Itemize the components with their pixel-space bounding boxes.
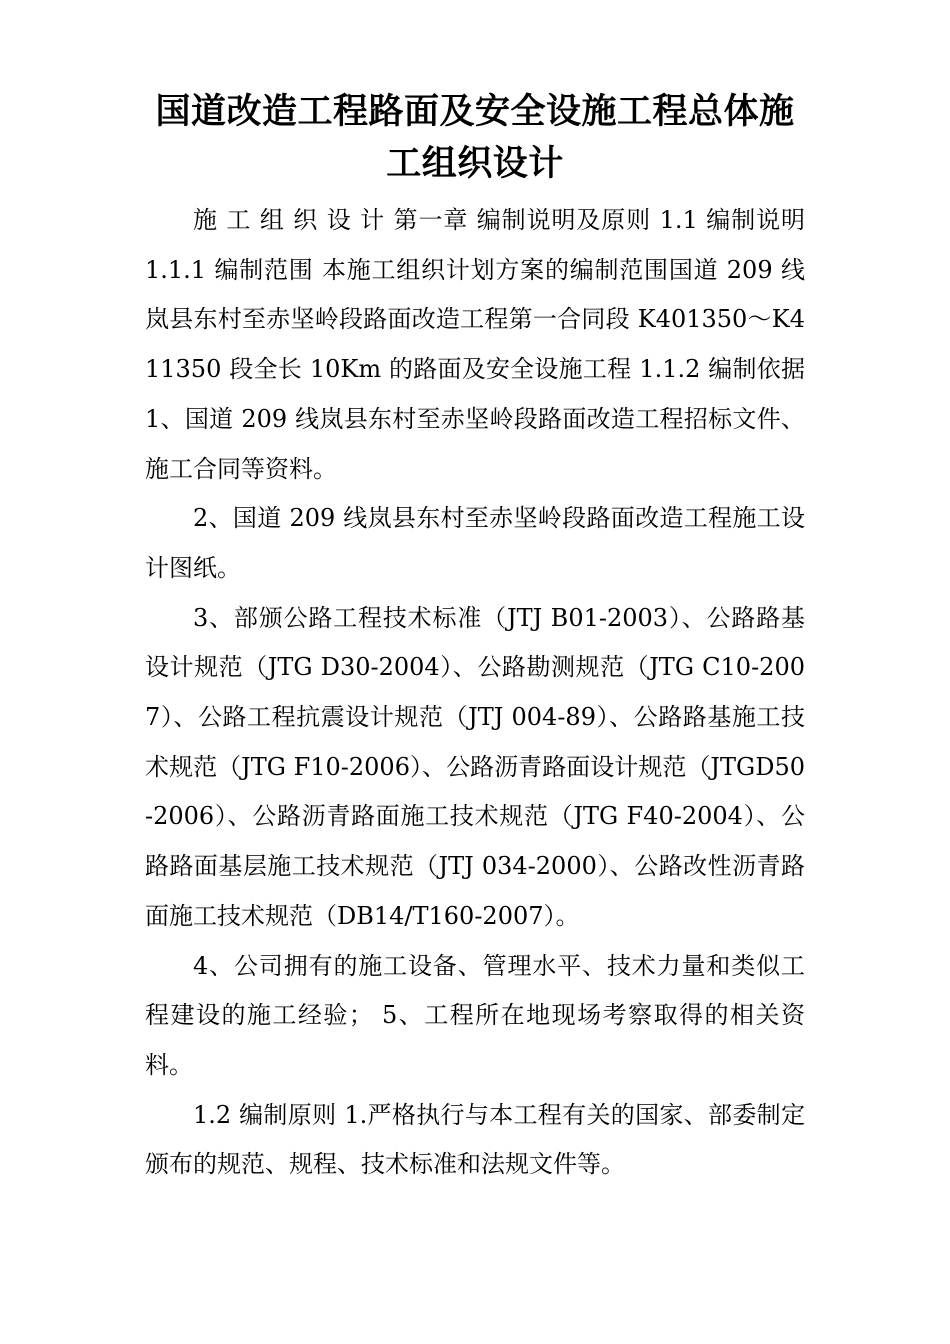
paragraph-1: 施 工 组 织 设 计 第一章 编制说明及原则 1.1 编制说明 1.1.1 编制范围 本施工组织计划方案的编制范围国道 209 线岚县东村至赤坚岭段路面改造工程第一合同段 K401350～K411350 段全长 10Km 的路面及安全设施工程 1.1.2 编制依据 1、国道 209 线岚县东村至赤坚岭段路面改造工程招标文件、施工合同等资料。 (145, 206, 805, 483)
paragraph-2: 2、国道 209 线岚县东村至赤坚岭段路面改造工程施工设计图纸。 (145, 504, 805, 582)
paragraph-5: 1.2 编制原则 1.严格执行与本工程有关的国家、部委制定颁布的规范、规程、技术标准和法规文件等。 (145, 1100, 805, 1179)
paragraph-3: 3、部颁公路工程技术标准（JTJ B01-2003）、公路路基设计规范（JTG D30-2004）、公路勘测规范（JTG C10-2007）、公路工程抗震设计规范（JTJ 004-89）、公路路基施工技术规范（JTG F10-2006）、公路沥青路面设计规范（JTGD50-2006）、公路沥青路面施工技术规范（JTG F40-2004）、公路路面基层施工技术规范（JTJ 034-2000）、公路改性沥青路面施工技术规范（DB14/T160-2007）。 (145, 603, 805, 930)
document-body (145, 196, 805, 1190)
paragraph-4: 4、公司拥有的施工设备、管理水平、技术力量和类似工程建设的施工经验； 5、工程所在地现场考察取得的相关资料。 (145, 951, 805, 1079)
document-title: 国道改造工程路面及安全设施工程总体施工组织设计 (155, 91, 795, 184)
